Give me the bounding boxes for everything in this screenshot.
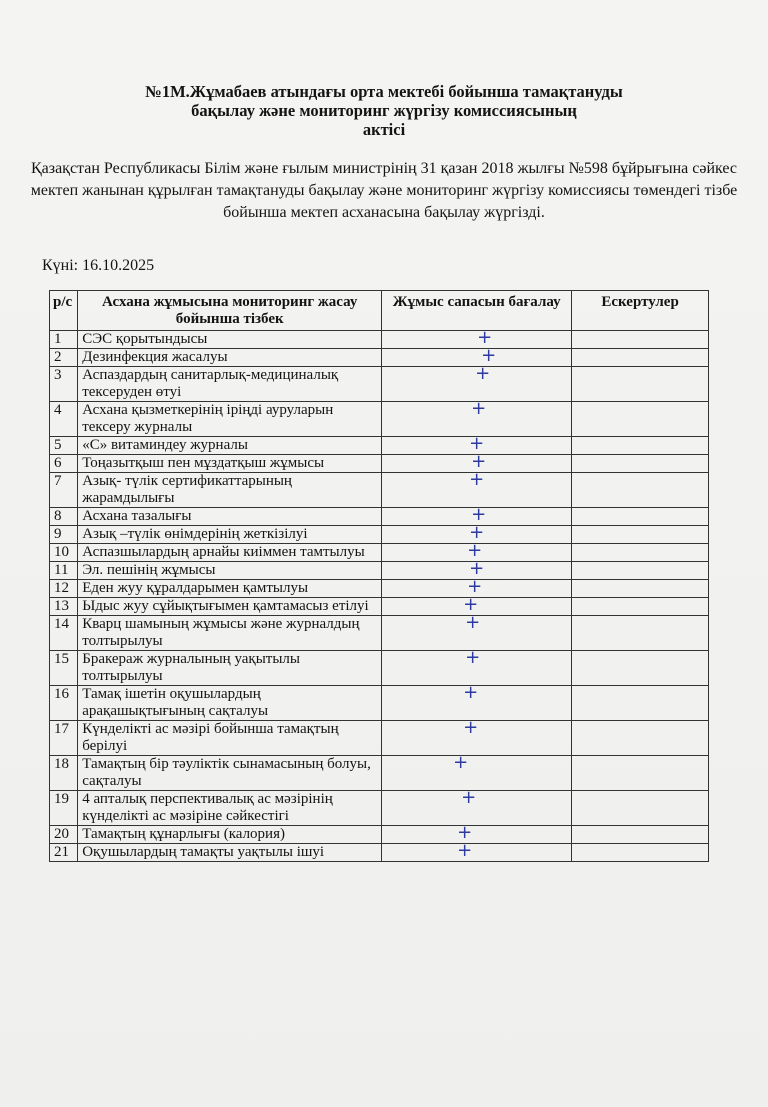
- row-remark: [572, 721, 709, 756]
- header-mark: Жұмыс сапасын бағалау: [382, 291, 572, 331]
- row-item: Аспазшылардың арнайы киіммен тамтылуы: [78, 544, 382, 562]
- row-remark: [572, 791, 709, 826]
- row-remark: [572, 826, 709, 844]
- handwritten-plus-mark: +: [463, 717, 479, 738]
- row-item: Оқушылардың тамақты уақтылы ішуі: [78, 844, 382, 862]
- row-item: Күнделікті ас мәзірі бойынша тамақтың берілуі: [78, 721, 382, 756]
- row-num: 9: [50, 526, 78, 544]
- row-num: 18: [50, 756, 78, 791]
- row-item: Азық –түлік өнімдерінің жеткізілуі: [78, 526, 382, 544]
- table-row: [50, 455, 709, 473]
- row-mark: [382, 612, 572, 651]
- row-remark: [572, 473, 709, 508]
- row-item: Бракераж журналының уақытылы толтырылуы: [78, 651, 382, 686]
- table-row: [50, 508, 709, 526]
- handwritten-plus-mark: +: [453, 752, 469, 773]
- table-row: [50, 349, 709, 367]
- row-remark: [572, 756, 709, 791]
- row-num: 7: [50, 473, 78, 508]
- row-num: 19: [50, 791, 78, 826]
- table-header-row: [50, 291, 709, 331]
- document-title: [0, 82, 768, 139]
- row-mark: [382, 398, 572, 437]
- row-mark: [382, 327, 572, 349]
- row-item: Азық- түлік сертификаттарының жарамдылығы: [78, 473, 382, 508]
- row-num: 16: [50, 686, 78, 721]
- row-num: 8: [50, 508, 78, 526]
- row-remark: [572, 526, 709, 544]
- table-row: [50, 686, 709, 721]
- row-num: 14: [50, 616, 78, 651]
- row-mark: [382, 363, 572, 402]
- handwritten-plus-mark: +: [463, 682, 479, 703]
- row-remark: [572, 562, 709, 580]
- table-row: [50, 651, 709, 686]
- row-num: 6: [50, 455, 78, 473]
- row-remark: [572, 455, 709, 473]
- handwritten-plus-mark: +: [467, 540, 483, 561]
- row-item: «С» витаминдеу журналы: [78, 437, 382, 455]
- row-item: Дезинфекция жасалуы: [78, 349, 382, 367]
- handwritten-plus-mark: +: [469, 433, 485, 454]
- handwritten-plus-mark: +: [475, 363, 491, 384]
- handwritten-plus-mark: +: [469, 522, 485, 543]
- row-mark: [382, 647, 572, 686]
- handwritten-plus-mark: +: [471, 398, 487, 419]
- table-row: [50, 826, 709, 844]
- handwritten-plus-mark: +: [469, 469, 485, 490]
- row-num: 4: [50, 402, 78, 437]
- row-num: 20: [50, 826, 78, 844]
- table-row: [50, 562, 709, 580]
- header-num: р/с: [50, 291, 78, 331]
- title-line-3: актісі: [362, 120, 406, 139]
- row-item: Кварц шамының жұмысы және журналдың толтырылуы: [78, 616, 382, 651]
- row-num: 2: [50, 349, 78, 367]
- row-item: 4 апталық перспективалық ас мәзірінің күнделікті ас мәзіріне сәйкестігі: [78, 791, 382, 826]
- table-body: [50, 327, 709, 862]
- row-mark: [382, 822, 572, 844]
- row-item: Тамақ ішетін оқушылардың арақашықтығының сақталуы: [78, 686, 382, 721]
- row-item: Тоңазытқыш пен мұздатқыш жұмысы: [78, 455, 382, 473]
- row-num: 5: [50, 437, 78, 455]
- row-remark: [572, 616, 709, 651]
- row-num: 17: [50, 721, 78, 756]
- handwritten-plus-mark: +: [477, 327, 493, 348]
- row-remark: [572, 349, 709, 367]
- table-row: [50, 756, 709, 791]
- handwritten-plus-mark: +: [457, 822, 473, 843]
- handwritten-plus-mark: +: [461, 787, 477, 808]
- row-item: Ыдыс жуу сұйықтығымен қамтамасыз етілуі: [78, 598, 382, 616]
- row-mark: [382, 840, 572, 862]
- row-remark: [572, 367, 709, 402]
- table-row: [50, 526, 709, 544]
- row-num: 11: [50, 562, 78, 580]
- row-mark: [382, 787, 572, 826]
- table-row: [50, 844, 709, 862]
- intro-paragraph: Қазақстан Республикасы Білім және ғылым министрінің 31 қазан 2018 жылғы №598 бұйрығына сәйкес мектеп жанынан құрылған тамақтануды бақылау және мониторинг жүргізу комиссиясы төмендегі тізбе бойынша мектеп асханасына бақылау жүргізді.: [30, 160, 738, 221]
- handwritten-plus-mark: +: [471, 504, 487, 525]
- row-remark: [572, 686, 709, 721]
- row-remark: [572, 580, 709, 598]
- monitoring-table: [49, 290, 709, 862]
- row-mark: [382, 752, 572, 791]
- table-row: [50, 331, 709, 349]
- row-remark: [572, 844, 709, 862]
- handwritten-plus-mark: +: [465, 612, 481, 633]
- row-num: 12: [50, 580, 78, 598]
- row-item: Эл. пешінің жұмысы: [78, 562, 382, 580]
- row-item: Асхана қызметкерінің іріңді ауруларын тексеру журналы: [78, 402, 382, 437]
- row-mark: [382, 717, 572, 756]
- table-row: [50, 791, 709, 826]
- row-remark: [572, 544, 709, 562]
- row-num: 1: [50, 331, 78, 349]
- header-item: Асхана жұмысына мониторинг жасау бойынша тізбек: [78, 291, 382, 331]
- row-num: 21: [50, 844, 78, 862]
- handwritten-plus-mark: +: [463, 594, 479, 615]
- handwritten-plus-mark: +: [465, 647, 481, 668]
- title-line-2: бақылау және мониторинг жүргізу комиссиясының: [191, 101, 577, 120]
- row-item: Асхана тазалығы: [78, 508, 382, 526]
- row-remark: [572, 598, 709, 616]
- title-line-1: №1М.Жұмабаев атындағы орта мектебі бойынша тамақтануды: [145, 82, 623, 101]
- header-remarks: Ескертулер: [572, 291, 709, 331]
- row-num: 13: [50, 598, 78, 616]
- handwritten-plus-mark: +: [481, 345, 497, 366]
- table-row: [50, 598, 709, 616]
- table-row: [50, 580, 709, 598]
- row-num: 3: [50, 367, 78, 402]
- table-row: [50, 616, 709, 651]
- table-row: [50, 473, 709, 508]
- row-num: 15: [50, 651, 78, 686]
- date-label: Күні: 16.10.2025: [42, 257, 155, 274]
- table-row: [50, 721, 709, 756]
- table-row: [50, 544, 709, 562]
- table-row: [50, 437, 709, 455]
- row-remark: [572, 508, 709, 526]
- row-remark: [572, 651, 709, 686]
- row-remark: [572, 437, 709, 455]
- handwritten-plus-mark: +: [457, 840, 473, 861]
- row-mark: [382, 469, 572, 508]
- row-remark: [572, 402, 709, 437]
- row-num: 10: [50, 544, 78, 562]
- handwritten-plus-mark: +: [469, 558, 485, 579]
- row-item: Еден жуу құралдарымен қамтылуы: [78, 580, 382, 598]
- row-item: Тамақтың құнарлығы (калория): [78, 826, 382, 844]
- handwritten-plus-mark: +: [471, 451, 487, 472]
- handwritten-plus-mark: +: [467, 576, 483, 597]
- row-item: Аспаздардың санитарлық-медициналық тексеруден өтуі: [78, 367, 382, 402]
- table-row: [50, 402, 709, 437]
- table-row: [50, 367, 709, 402]
- row-item: СЭС қорытындысы: [78, 331, 382, 349]
- row-remark: [572, 331, 709, 349]
- row-mark: [382, 682, 572, 721]
- row-item: Тамақтың бір тәуліктік сынамасының болуы, сақталуы: [78, 756, 382, 791]
